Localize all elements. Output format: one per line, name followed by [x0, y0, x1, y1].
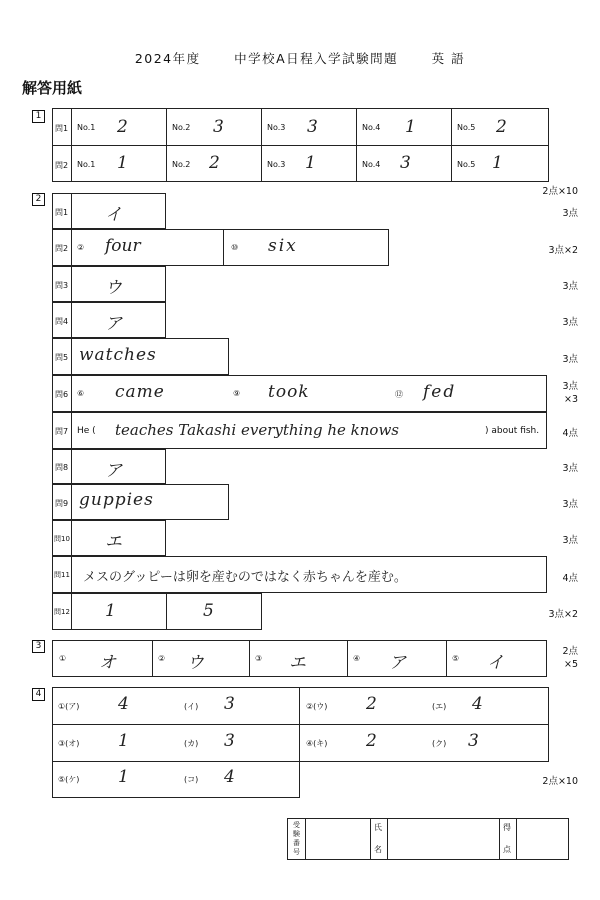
s1-q1-no4-label: No.4: [362, 123, 381, 132]
s4-r1-mark-1: ①(ア): [58, 702, 80, 711]
s3-points-line2: ×5: [563, 659, 578, 670]
exam-title: [0, 49, 600, 67]
s2-q2-label: 問2: [55, 244, 69, 253]
s2-q2-answer-2: six: [268, 236, 298, 256]
s2-q4-box: [52, 302, 166, 338]
name-label-2: 名: [374, 845, 382, 854]
s2-q4-points: 3点: [562, 317, 578, 328]
section-2-number: 2: [32, 193, 45, 206]
s2-q6-answer-3: fed: [423, 382, 457, 402]
s1-q1-label: 問1: [55, 124, 69, 133]
s1-q1-no5-answer: 2: [496, 117, 507, 137]
s3-points: [500, 645, 578, 671]
score-field[interactable]: [517, 819, 568, 859]
score-label-1: 得: [503, 823, 511, 832]
s2-q11-answer: メスのグッピーは卵を産むのではなく赤ちゃんを産む。: [83, 570, 407, 585]
s4-r1-answer-4: 4: [472, 694, 483, 714]
s2-q12-answer-2: 5: [203, 601, 214, 621]
s2-q12-label: 問12: [54, 608, 70, 616]
s4-r2-answer-2: 3: [224, 731, 235, 751]
s2-q2-mark-1: ②: [77, 243, 85, 252]
s2-q6-points: [500, 380, 578, 406]
s1-q2-no1-label: No.1: [77, 160, 96, 169]
s2-q7-points: 4点: [562, 428, 578, 439]
s2-q1-points: 3点: [562, 208, 578, 219]
s1-q2-no3-answer: 1: [305, 153, 316, 173]
s2-q7-label: 問7: [55, 427, 69, 436]
s1-q2-no2-answer: 2: [209, 153, 220, 173]
s3-mark-3: ③: [255, 654, 263, 663]
s2-q7-suffix: ) about fish.: [485, 426, 540, 436]
s3-answer-3: エ: [289, 653, 306, 673]
exam-subject: 英 語: [431, 51, 466, 66]
s2-q1-label: 問1: [55, 208, 69, 217]
answer-sheet-label: 解答用紙: [22, 79, 83, 97]
s2-q6-answer-1: came: [115, 382, 165, 402]
s2-q6-mark-1: ⑥: [77, 389, 85, 398]
s4-r2-answer-1: 1: [118, 731, 129, 751]
s2-q8-points: 3点: [562, 463, 578, 474]
s2-q8-answer: ア: [105, 461, 122, 481]
s2-q10-label: 問10: [54, 535, 70, 543]
s2-q5-answer: watches: [79, 345, 157, 365]
s2-q5-label: 問5: [55, 353, 69, 362]
s1-q1-no5-label: No.5: [457, 123, 476, 132]
s1-q1-no2-answer: 3: [213, 117, 224, 137]
s3-answer-5: イ: [487, 653, 504, 673]
s2-q6-points-line1: 3点: [562, 381, 578, 392]
s2-q5-box: [52, 338, 229, 375]
exam-name: 中学校A日程入学試験問題: [234, 51, 399, 66]
s2-q11-label: 問11: [54, 571, 70, 579]
s4-r1-mark-4: (エ): [432, 702, 447, 711]
s1-q1-no1-label: No.1: [77, 123, 96, 132]
s2-q6-mark-3: ⑫: [395, 390, 403, 399]
name-field[interactable]: [388, 819, 499, 859]
s1-q2-no2-label: No.2: [172, 160, 191, 169]
s1-q2-no5-answer: 1: [492, 153, 503, 173]
s2-q2-box: [52, 229, 389, 266]
s1-q2-no5-label: No.5: [457, 160, 476, 169]
s1-q2-no4-label: No.4: [362, 160, 381, 169]
s2-q3-box: [52, 266, 166, 302]
section-3-table: [52, 640, 547, 677]
s1-q2-label: 問2: [55, 161, 69, 170]
s4-points: 2点×10: [542, 776, 578, 787]
exam-year: 2024年度: [134, 51, 201, 66]
s2-q12-points: 3点×2: [548, 609, 578, 620]
s4-r2-mark-4: (ク): [432, 739, 447, 748]
s3-mark-2: ②: [158, 654, 166, 663]
s2-q10-answer: エ: [105, 532, 122, 552]
s2-q3-answer: ウ: [105, 278, 122, 298]
s2-q5-points: 3点: [562, 354, 578, 365]
s2-q9-answer: guppies: [79, 490, 154, 510]
section-1-table: [52, 108, 549, 182]
s3-answer-2: ウ: [187, 653, 204, 673]
s2-q11-box: [52, 556, 547, 593]
s3-mark-5: ⑤: [452, 654, 460, 663]
s4-r3-answer-1: 1: [118, 767, 129, 787]
s4-r1-answer-2: 3: [224, 694, 235, 714]
s4-r2-mark-2: (カ): [184, 739, 199, 748]
s2-q12-box: [52, 593, 262, 630]
s4-r3-mark-1: ⑤(ケ): [58, 775, 80, 784]
s1-q2-no1-answer: 1: [117, 153, 128, 173]
s3-mark-1: ①: [59, 654, 67, 663]
score-label-2: 点: [503, 845, 511, 854]
s1-q2-no3-label: No.3: [267, 160, 286, 169]
s2-q4-label: 問4: [55, 317, 69, 326]
identity-box: [287, 818, 569, 860]
s4-r1-mark-3: ②(ウ): [306, 702, 328, 711]
s2-q10-points: 3点: [562, 535, 578, 546]
s4-r1-answer-1: 4: [118, 694, 129, 714]
s2-q2-points: 3点×2: [548, 245, 578, 256]
s1-q1-no4-answer: 1: [405, 117, 416, 137]
s2-q10-box: [52, 520, 166, 556]
section-1-number: 1: [32, 110, 45, 123]
s2-q1-box: [52, 193, 166, 229]
exam-number-label: 受験番号: [293, 821, 300, 856]
s4-r2-answer-3: 2: [366, 731, 377, 751]
s2-q8-label: 問8: [55, 463, 69, 472]
s2-q7-box: [52, 412, 547, 449]
s4-r2-mark-1: ③(オ): [58, 739, 80, 748]
s1-q1-no3-answer: 3: [307, 117, 318, 137]
s2-q7-prefix: He (: [77, 426, 96, 436]
s2-q1-answer: イ: [105, 205, 122, 225]
s1-q1-no1-answer: 2: [117, 117, 128, 137]
s2-q6-answer-2: took: [268, 382, 310, 402]
s2-q7-answer: teaches Takashi everything he knows: [115, 421, 400, 439]
section-4-number: 4: [32, 688, 45, 701]
s3-answer-4: ア: [389, 653, 406, 673]
s1-q1-no2-label: No.2: [172, 123, 191, 132]
s2-q6-points-line2: ×3: [563, 394, 578, 405]
s2-q6-mark-2: ⑨: [233, 389, 241, 398]
s2-q3-points: 3点: [562, 281, 578, 292]
s4-r2-answer-4: 3: [468, 731, 479, 751]
s2-q9-box: [52, 484, 229, 520]
section-4-table: [52, 687, 549, 798]
s2-q2-answer-1: four: [105, 236, 141, 256]
s1-points: 2点×10: [542, 186, 578, 197]
s4-r2-mark-3: ④(キ): [306, 739, 328, 748]
s2-q9-points: 3点: [562, 499, 578, 510]
s1-q2-no4-answer: 3: [400, 153, 411, 173]
s2-q6-label: 問6: [55, 390, 69, 399]
s2-q11-points: 4点: [562, 573, 578, 584]
s2-q3-label: 問3: [55, 281, 69, 290]
s2-q2-mark-2: ⑩: [231, 243, 239, 252]
s3-mark-4: ④: [353, 654, 361, 663]
s4-r3-answer-2: 4: [224, 767, 235, 787]
s3-points-line1: 2点: [562, 646, 578, 657]
s2-q8-box: [52, 449, 166, 484]
s3-answer-1: オ: [99, 653, 116, 673]
name-label-1: 氏: [374, 823, 382, 832]
s4-r3-mark-2: (コ): [184, 775, 199, 784]
s4-r1-answer-3: 2: [366, 694, 377, 714]
section-3-number: 3: [32, 640, 45, 653]
s2-q9-label: 問9: [55, 499, 69, 508]
s2-q4-answer: ア: [105, 314, 122, 334]
s4-r1-mark-2: (イ): [184, 702, 199, 711]
s2-q6-box: [52, 375, 547, 412]
s1-q1-no3-label: No.3: [267, 123, 286, 132]
s2-q12-answer-1: 1: [105, 601, 116, 621]
exam-number-field[interactable]: [306, 819, 370, 859]
